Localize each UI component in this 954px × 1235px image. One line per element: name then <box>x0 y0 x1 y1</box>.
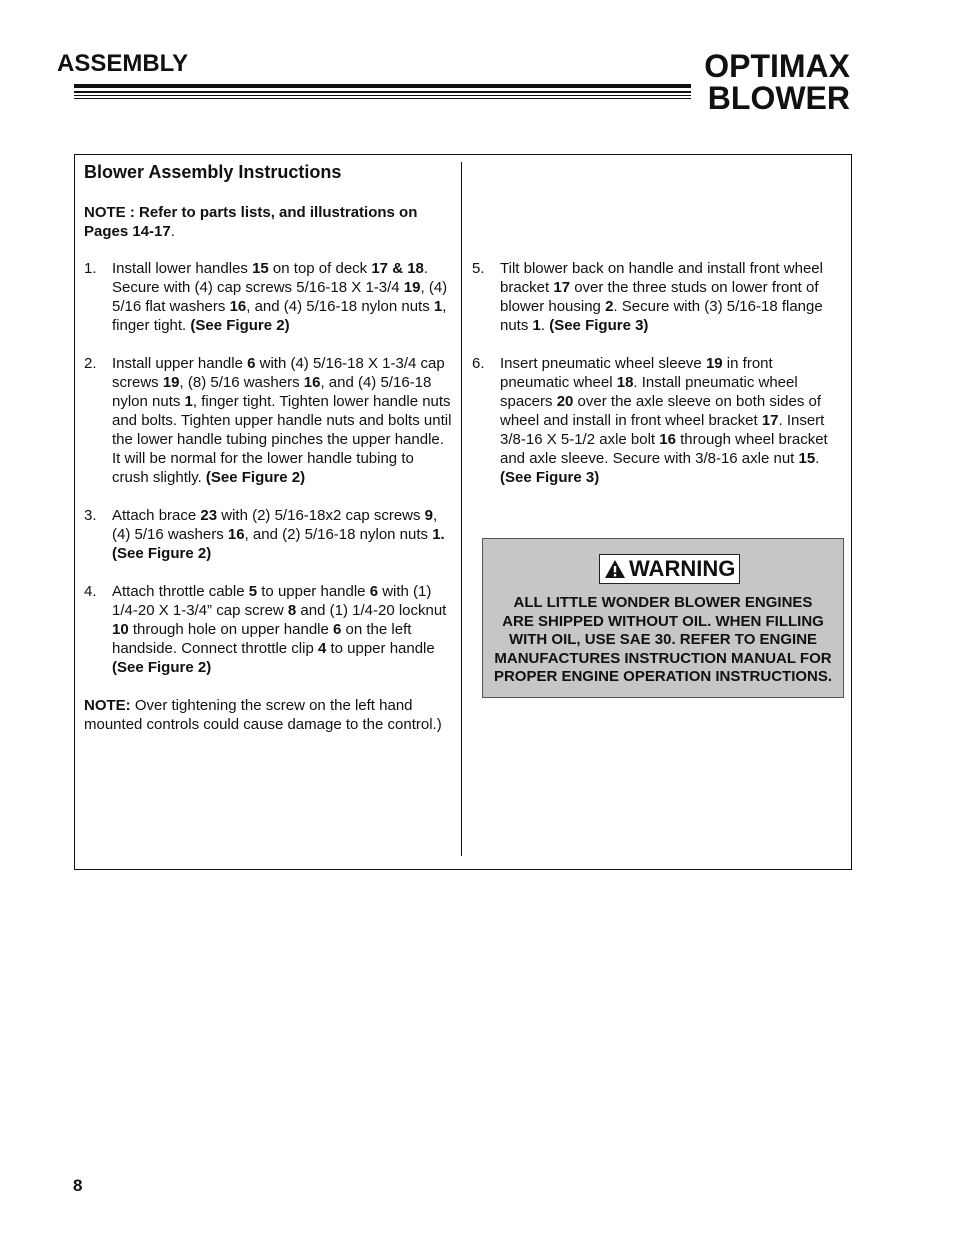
text-run: Tilt blower back on handle and install front wheel bracket <box>500 260 823 296</box>
warning-line: MANUFACTURES INSTRUCTION MANUAL FOR <box>494 649 832 667</box>
bold-text: 6 <box>369 583 379 600</box>
step-text <box>500 354 844 487</box>
warning-text <box>483 594 843 687</box>
instruction-step <box>84 506 454 563</box>
note-top <box>84 203 454 241</box>
bold-text: 18 <box>616 374 634 391</box>
step-text <box>112 582 454 677</box>
text-run: Attach throttle cable <box>112 583 249 600</box>
instruction-step <box>84 259 454 335</box>
text-run: . Secure with (4) cap screws 5/16-18 X 1-3/4 <box>112 260 429 296</box>
instructions-title: Blower Assembly Instructions <box>84 162 342 182</box>
bold-text: 5 <box>248 583 258 600</box>
text-run: . <box>540 317 550 334</box>
text-run: , finger tight. Tighten lower handle nuts and bolts. Tighten upper handle nuts and bolts until the lower handle tubing pinches the upper handle. It will be normal for the lower handle tubing to crush slightly. <box>112 393 452 486</box>
header-rule <box>74 84 691 99</box>
instruction-step <box>472 354 844 487</box>
bold-text: 23 <box>200 507 218 524</box>
bold-text: 19 <box>162 374 180 391</box>
text-run: Over tightening the screw on the left hand mounted controls could cause damage to the control.) <box>84 697 442 733</box>
text-run: to upper handle <box>257 583 370 600</box>
step-number: 3. <box>84 507 97 524</box>
instruction-step <box>472 259 844 335</box>
bold-text: 16 <box>229 298 247 315</box>
bold-text: 6 <box>333 621 342 638</box>
text-run: , and (4) 5/16-18 nylon nuts <box>112 374 432 410</box>
bold-text: 19 <box>705 355 723 372</box>
text-run: , finger tight. <box>112 298 447 334</box>
step-number: 4. <box>84 583 97 600</box>
step-number: 1. <box>84 260 97 277</box>
bold-text: 8 <box>287 602 297 619</box>
step-text <box>112 354 454 487</box>
bold-text: 4 <box>317 640 327 657</box>
steps-left <box>84 259 454 677</box>
text-run: , (4) 5/16 washers <box>112 507 438 543</box>
warning-triangle-icon <box>604 559 626 579</box>
bold-text: 1 <box>532 317 541 334</box>
text-run: with (2) 5/16-18x2 cap screws <box>217 507 425 524</box>
bold-text: 16 <box>227 526 245 543</box>
right-column <box>472 259 844 506</box>
bold-text: 6 <box>247 355 256 372</box>
bold-text: 10 <box>112 621 129 638</box>
step-number: 5. <box>472 260 485 277</box>
text-run: on the left handside. Connect throttle clip <box>112 621 412 657</box>
bold-text: 1 <box>433 298 443 315</box>
text-run: to upper handle <box>326 640 435 657</box>
bold-text: 15 <box>252 260 269 277</box>
warning-line: WITH OIL, USE SAE 30. REFER TO ENGINE <box>508 631 818 648</box>
text-run: Insert pneumatic wheel sleeve <box>500 355 706 372</box>
bold-text: 2 <box>605 298 614 315</box>
column-divider <box>461 162 462 856</box>
bold-text: 17 <box>761 412 779 429</box>
text-run: . Insert 3/8-16 X 5-1/2 axle bolt <box>500 412 825 448</box>
bold-text: 20 <box>556 393 574 410</box>
bold-text: 9 <box>424 507 434 524</box>
warning-line: ARE SHIPPED WITHOUT OIL. WHEN FILLING <box>502 612 824 630</box>
bold-text: 1 <box>184 393 193 410</box>
steps-right <box>472 259 844 487</box>
step-number: 6. <box>472 355 485 372</box>
warning-label: WARNING <box>629 556 736 581</box>
text-run: , (4) 5/16 flat washers <box>112 279 448 315</box>
warning-panel <box>482 538 844 698</box>
bold-text: NOTE : Refer to parts lists, and illustrations on Pages 14-17 <box>84 204 418 240</box>
warning-line: PROPER ENGINE OPERATION INSTRUCTIONS. <box>493 668 833 685</box>
text-run: with (1) 1/4-20 X 1-3/4” cap screw <box>112 583 432 619</box>
instruction-step <box>84 582 454 677</box>
text-run: in front pneumatic wheel <box>500 355 773 391</box>
bold-text: (See Figure 3) <box>549 317 649 334</box>
step-text <box>500 259 844 335</box>
product-title <box>700 50 850 114</box>
bold-text: (See Figure 2) <box>112 659 212 676</box>
bold-text: 16 <box>659 431 676 448</box>
left-column <box>84 161 454 734</box>
step-text <box>112 259 454 335</box>
bold-text: (See Figure 3) <box>500 469 600 486</box>
instruction-step <box>84 354 454 487</box>
text-run: Attach brace <box>112 507 201 524</box>
text-run: and (1) 1/4-20 locknut <box>296 602 447 619</box>
note-bottom <box>84 696 454 734</box>
bold-text: NOTE: <box>84 697 131 714</box>
bold-text: 1. (See Figure 2) <box>112 526 445 562</box>
bold-text: 17 & 18 <box>371 260 424 277</box>
section-title: ASSEMBLY <box>57 50 189 77</box>
product-title-line-2: BLOWER <box>707 80 850 116</box>
bold-text: 16 <box>303 374 321 391</box>
bold-text: 17 <box>553 279 571 296</box>
text-run: . Secure with (3) 5/16-18 flange nuts <box>500 298 823 334</box>
step-number: 2. <box>84 355 97 372</box>
text-run: , and (4) 5/16-18 nylon nuts <box>246 298 434 315</box>
text-run: Install upper handle <box>112 355 248 372</box>
text-run: on top of deck <box>268 260 372 277</box>
bold-text: (See Figure 2) <box>205 469 306 486</box>
text-run: . <box>815 450 820 467</box>
text-run: through hole on upper handle <box>128 621 334 638</box>
bold-text: 19 <box>403 279 421 296</box>
bold-text: 15 <box>798 450 816 467</box>
bold-text: (See Figure 2) <box>190 317 290 334</box>
text-run: , (8) 5/16 washers <box>179 374 304 391</box>
warning-line: ALL LITTLE WONDER BLOWER ENGINES <box>513 594 813 611</box>
step-text <box>112 506 454 563</box>
product-title-line-1: OPTIMAX <box>704 48 850 84</box>
text-run: , and (2) 5/16-18 nylon nuts <box>244 526 433 543</box>
text-run: through wheel bracket and axle sleeve. Secure with 3/8-16 axle nut <box>500 431 828 467</box>
text-run: over the axle sleeve on both sides of wheel and install in front wheel bracket <box>500 393 822 429</box>
text-run: Install lower handles <box>112 260 253 277</box>
page-number: 8 <box>73 1176 83 1195</box>
text-run: . Install pneumatic wheel spacers <box>500 374 798 410</box>
text-run: . <box>170 223 175 240</box>
text-run: with (4) 5/16-18 X 1-3/4 cap screws <box>112 355 445 391</box>
warning-badge <box>599 554 740 584</box>
text-run: over the three studs on lower front of blower housing <box>500 279 819 315</box>
